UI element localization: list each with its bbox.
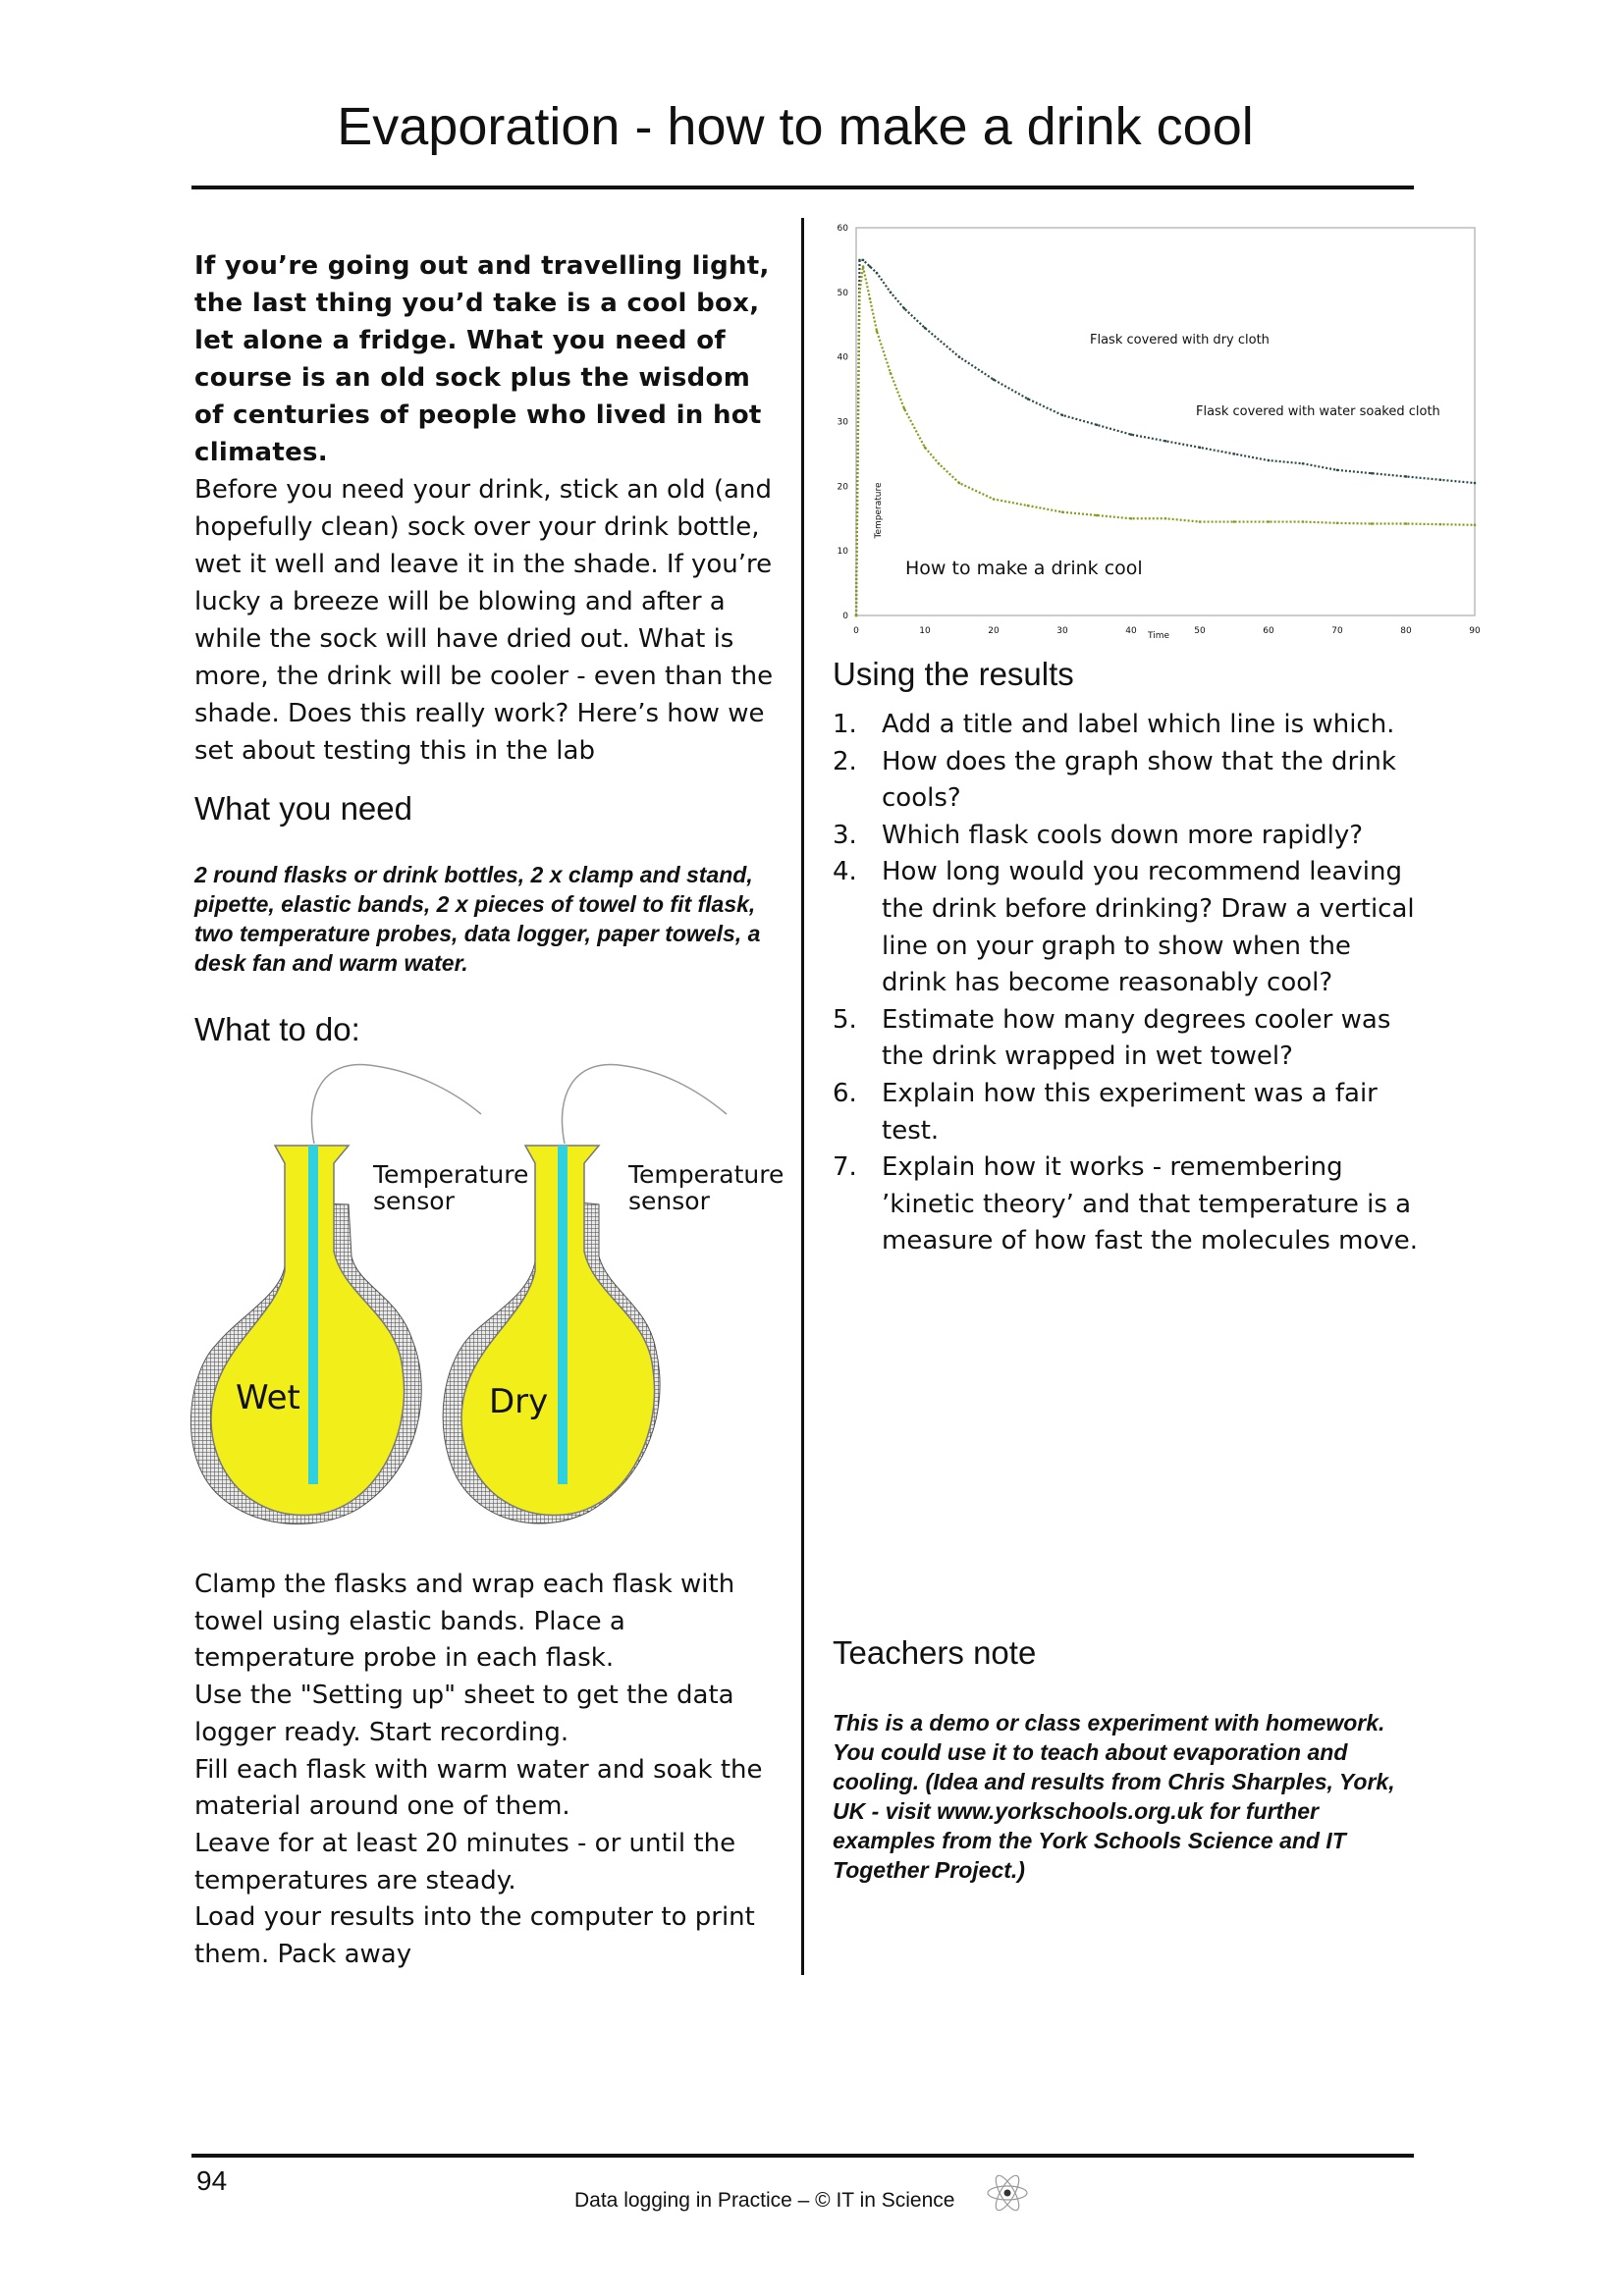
flask-diagram [187,1055,805,1546]
x-tick-label: 80 [1400,626,1412,636]
data-point [1130,517,1133,520]
data-point [1130,433,1133,436]
annotation-title: How to make a drink cool [905,558,1143,579]
data-point [924,327,927,330]
question-text: Add a title and label which line is which. [882,710,1395,739]
y-tick-label: 0 [842,612,848,621]
question-number: 4. [833,857,857,887]
data-point [1439,478,1442,481]
data-point [1371,522,1374,525]
intro-text [194,247,774,770]
data-point [1474,482,1477,485]
footer-text: Data logging in Practice – © IT in Science [574,2189,955,2212]
data-point [1199,447,1202,450]
data-point [1199,520,1202,523]
data-point [958,355,961,358]
question-item [833,1076,1422,1149]
question-item [833,707,1422,744]
what-to-do-heading: What to do: [194,1011,360,1047]
procedure-steps [194,1567,784,1974]
intro-body: Before you need your drink, stick an old (and hopefully clean) sock over your drink bottle, wet it well and leave it in the shade. If you’re lucky a breeze will be blowing and after a while the sock will have dried out. What is more, the drink will be cooler - even than the shade. Does this really work? Here’s how we set about testing this in the lab [194,475,774,766]
question-text: Explain how it works - remembering ’kinetic theory’ and that temperature is a measure of how fast the molecules move. [882,1152,1419,1256]
data-point [993,378,996,381]
x-tick-label: 50 [1194,626,1206,636]
questions-list [833,707,1422,1260]
question-item [833,1149,1422,1260]
data-point [1336,469,1339,472]
data-point [938,462,941,465]
data-point [1268,459,1271,462]
data-point [1474,524,1477,527]
annotation-dry: Flask covered with dry cloth [1090,333,1270,347]
data-point [993,498,996,501]
data-point [1233,453,1236,455]
data-point [1096,514,1099,517]
x-axis-label: Time [1147,631,1170,641]
data-point [1061,510,1064,513]
wet-label: Wet [236,1378,300,1417]
intro-lead: If you’re going out and travelling light, the last thing you’d take is a cool box, let alone a fridge. What you need of course is an old sock plus the wisdom of centuries of people who lived in hot climates. [194,251,770,467]
x-tick-label: 70 [1331,626,1343,636]
question-text: Explain how this experiment was a fair test. [882,1078,1378,1146]
question-item [833,818,1422,855]
x-tick-label: 40 [1125,626,1137,636]
data-point [1096,423,1099,426]
sensor-wire-right [562,1065,727,1144]
teachers-note-text: This is a demo or class experiment with homework. You could use it to teach about evaporation and cooling. (Idea and results from Chris Sharples, York, UK - visit www.yorkschools.org.uk for further examples from the York Schools Science and IT Together Project.) [833,1710,1395,1883]
dry-probe [558,1146,568,1484]
data-point [1405,522,1408,525]
data-point [862,259,865,262]
wet-probe [308,1146,318,1484]
data-point [876,272,879,275]
data-point [869,265,872,268]
question-number: 6. [833,1078,857,1108]
procedure-step: Load your results into the computer to print them. Pack away [194,1902,755,1970]
x-tick-label: 30 [1056,626,1068,636]
data-point [903,407,906,410]
procedure-step: Fill each flask with warm water and soak the material around one of them. [194,1754,763,1822]
data-point [890,292,893,294]
page-number: 94 [196,2165,228,2196]
data-point [862,265,865,268]
atom-icon [984,2169,1031,2216]
x-tick-label: 90 [1469,626,1481,636]
data-point [876,330,879,333]
sensor-wire-left [311,1065,481,1144]
sensor-label-left-line2: sensor [373,1187,455,1215]
y-tick-label: 20 [837,482,848,493]
data-point [858,259,861,262]
footer-rule [191,2154,1414,2158]
x-tick-label: 20 [988,626,1000,636]
question-number: 3. [833,820,857,850]
teachers-note-heading: Teachers note [833,1634,1037,1671]
question-text: How long would you recommend leaving the drink before drinking? Draw a vertical line on your graph to show when the drink has become reasonably cool? [882,857,1415,998]
sensor-label-left-line1: Temperature [373,1160,529,1189]
materials-list: 2 round flasks or drink bottles, 2 x clamp and stand, pipette, elastic bands, 2 x pieces of towel to fit flask, two temperature probes, data logger, paper towels, a desk fan and warm water. [194,862,761,976]
x-tick-label: 0 [853,626,859,636]
data-point [855,614,858,617]
question-text: How does the graph show that the drink cools? [882,746,1396,814]
data-point [1268,520,1271,523]
question-text: Estimate how many degrees cooler was the drink wrapped in wet towel? [882,1004,1391,1072]
question-item [833,1002,1422,1076]
question-item [833,854,1422,1001]
what-you-need-heading: What you need [194,790,412,827]
question-text: Which flask cools down more rapidly? [882,820,1364,850]
y-tick-label: 60 [837,224,848,234]
y-tick-label: 40 [837,352,848,363]
question-number: 5. [833,1004,857,1035]
page-title: Evaporation - how to make a drink cool [337,97,1254,156]
y-tick-label: 10 [837,547,848,558]
data-point [924,447,927,450]
data-point [1405,475,1408,478]
question-number: 2. [833,746,857,776]
cooling-chart [825,216,1492,658]
sensor-label-right-line1: Temperature [628,1160,784,1189]
data-point [1302,462,1305,465]
question-number: 7. [833,1152,857,1183]
data-point [1164,440,1167,443]
title-rule [191,186,1414,189]
procedure-step: Leave for at least 20 minutes - or until the temperatures are steady. [194,1828,736,1896]
data-point [1061,414,1064,417]
y-tick-label: 30 [837,417,848,428]
procedure-step: Use the "Setting up" sheet to get the data logger ready. Start recording. [194,1681,734,1747]
data-point [1371,472,1374,475]
x-tick-label: 60 [1263,626,1274,636]
sensor-label-right-line2: sensor [628,1187,710,1215]
data-point [903,307,906,310]
data-point [958,482,961,485]
data-point [1164,517,1167,520]
annotation-wet: Flask covered with water soaked cloth [1196,404,1440,419]
y-tick-label: 50 [837,288,848,298]
dry-label: Dry [489,1382,549,1421]
data-point [1027,505,1030,507]
x-tick-label: 10 [919,626,931,636]
using-results-heading: Using the results [833,656,1074,692]
data-point [1233,520,1236,523]
data-point [1439,523,1442,526]
data-point [890,372,893,375]
y-axis-label: Temperature [874,482,884,539]
data-point [1027,398,1030,400]
data-point [1302,520,1305,523]
data-point [858,292,861,294]
data-point [869,297,872,300]
question-number: 1. [833,710,857,739]
question-item [833,744,1422,818]
procedure-step: Clamp the flasks and wrap each flask with towel using elastic bands. Place a temperature probe in each flask. [194,1570,735,1674]
data-point [1336,522,1339,525]
